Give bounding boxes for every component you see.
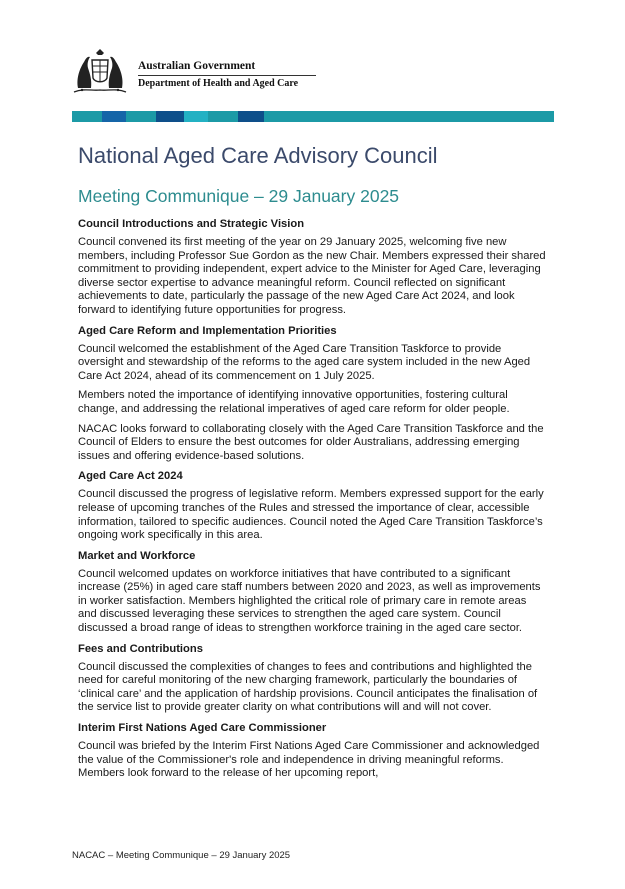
stripe-segment <box>184 111 208 122</box>
decorative-stripe <box>72 111 554 122</box>
section-paragraph: Council welcomed updates on workforce initiatives that have contributed to a significant increase (25%) in aged care staff numbers between 2020 and 2023, as well as improvements in worker satisfaction. Members highlighted the critical role of primary care in remote areas and discussed leveraging these services to strengthen the aged care system. Council discussed a broad range of ideas to strengthen workforce training in the aged care sector. <box>78 567 541 635</box>
stripe-segment <box>208 111 238 122</box>
section-heading: Interim First Nations Aged Care Commissioner <box>78 722 327 735</box>
page-footer: NACAC – Meeting Communique – 29 January 2025 <box>72 850 291 861</box>
stripe-segment <box>72 111 102 122</box>
page-subtitle: Meeting Communique – 29 January 2025 <box>78 186 400 206</box>
stripe-segment <box>238 111 264 122</box>
coat-of-arms-icon <box>70 48 130 96</box>
section-heading: Aged Care Act 2024 <box>78 470 183 483</box>
government-name: Australian Government <box>138 60 256 72</box>
logo-divider <box>138 75 316 76</box>
section-paragraph: Council discussed the complexities of changes to fees and contributions and highlighted the need for careful monitoring of the new charging framework, particularly the boundaries of ‘clinical care’ and the application of hardship provisions. Council anticipates the finalisation of the service list to provide greater clarity on what contributions will and will not cover. <box>78 660 538 714</box>
section-heading: Aged Care Reform and Implementation Priorities <box>78 324 337 337</box>
section-heading: Fees and Contributions <box>78 642 203 655</box>
section-paragraph: Council welcomed the establishment of the Aged Care Transition Taskforce to provide oversight and stewardship of the reforms to the aged care system included in the new Aged Care Act 2024, ahead of its commencement on 1 July 2025. <box>78 342 531 382</box>
section-paragraph: Council convened its first meeting of the year on 29 January 2025, welcoming five new members, including Professor Sue Gordon as the new Chair. Members expressed their shared commitment to providing independent, expert advice to the Minister for Aged Care, leveraging diverse sector expertise to advance meaningful reform. Council reflected on significant achievements to date, particularly the passage of the new Aged Care Act 2024, and look forward to identifying future opportunities for progress. <box>78 236 546 316</box>
section-heading: Council Introductions and Strategic Vision <box>78 218 305 230</box>
stripe-segment <box>264 111 288 122</box>
stripe-segment <box>156 111 184 122</box>
department-name: Department of Health and Aged Care <box>138 78 299 89</box>
section-paragraph: Council was briefed by the Interim First Nations Aged Care Commissioner and acknowledged the value of the Commissioner's role and independence in driving meaningful reforms. Members look forward to the release of her upcoming report, <box>78 740 540 780</box>
page-title: National Aged Care Advisory Council <box>78 143 438 168</box>
stripe-segment <box>126 111 156 122</box>
communique-body <box>78 217 548 787</box>
government-logo <box>70 48 330 100</box>
stripe-segment <box>288 111 554 122</box>
section-paragraph: Council discussed the progress of legislative reform. Members expressed support for the early release of upcoming tranches of the Rules and stressed the importance of clear, accessible information, tailored to specific audiences. Council noted the Aged Care Transition Taskforce’s ongoing work specifically in this area. <box>78 488 544 542</box>
section-paragraph: NACAC looks forward to collaborating closely with the Aged Care Transition Taskforce and the Council of Elders to ensure the best outcomes for older Australians, addressing emerging issues and offering evidence-based solutions. <box>78 422 544 462</box>
section-heading: Market and Workforce <box>78 549 196 562</box>
section-paragraph: Members noted the importance of identifying innovative opportunities, fostering cultural change, and addressing the relational imperatives of aged care reform for older people. <box>78 389 510 415</box>
stripe-segment <box>102 111 126 122</box>
